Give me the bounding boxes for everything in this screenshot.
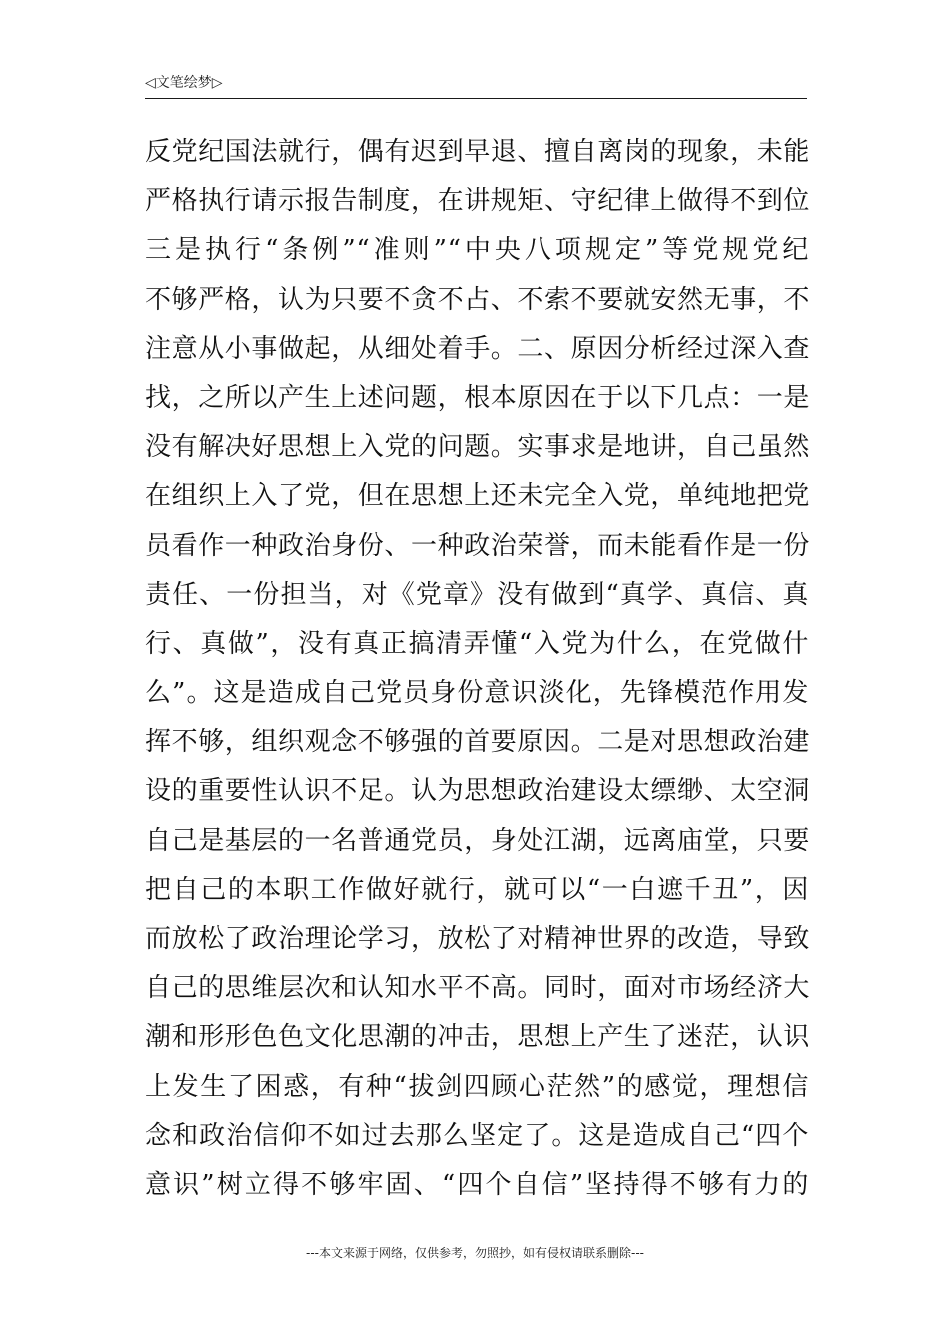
header-title: ◁文笔绘梦▷ — [145, 75, 223, 91]
body-line: 念和政治信仰不如过去那么坚定了。这是造成自己“四个 — [145, 1120, 809, 1151]
body-line: 潮和形形色色文化思潮的冲击，思想上产生了迷茫，认识 — [145, 1022, 811, 1053]
body-line: 么”。这是造成自己党员身份意识淡化，先锋模范作用发 — [145, 678, 809, 709]
body-line: 没有解决好思想上入党的问题。实事求是地讲，自己虽然 — [145, 432, 811, 463]
body-line: 自己是基层的一名普通党员，身处江湖，远离庙堂，只要 — [145, 825, 811, 856]
body-line: 挥不够，组织观念不够强的首要原因。二是对思想政治建 — [145, 727, 811, 758]
body-line: 反党纪国法就行，偶有迟到早退、擅自离岗的现象，未能 — [145, 137, 811, 167]
body-line: 责任、一份担当，对《党章》没有做到“真学、真信、真 — [145, 579, 809, 610]
body-line: 找，之所以产生上述问题，根本原因在于以下几点：一是 — [145, 382, 811, 413]
body-line: 在组织上入了党，但在思想上还未完全入党，单纯地把党 — [145, 481, 811, 512]
body-line: 三是执行“条例”“准则”“中央八项规定”等党规党纪 — [145, 235, 809, 266]
page-footer: ---本文来源于网络，仅供参考，勿照抄，如有侵权请联系删除--- — [306, 1246, 644, 1260]
body-line: 自己的思维层次和认知水平不高。同时，面对市场经济大 — [145, 973, 811, 1004]
body-line: 不够严格，认为只要不贪不占、不索不要就安然无事，不 — [145, 284, 811, 315]
body-line: 意识”树立得不够牢固、“四个自信”坚持得不够有力的 — [145, 1169, 809, 1200]
body-line: 而放松了政治理论学习，放松了对精神世界的改造，导致 — [145, 924, 811, 954]
body-line: 把自己的本职工作做好就行，就可以“一白遮千丑”，因 — [145, 874, 809, 905]
body-line: 设的重要性认识不足。认为思想政治建设太缥缈、太空洞 — [145, 776, 811, 807]
body-line: 行、真做”，没有真正搞清弄懂“入党为什么，在党做什 — [145, 628, 809, 659]
page-header — [145, 72, 807, 99]
body-line: 严格执行请示报告制度，在讲规矩、守纪律上做得不到位 — [145, 186, 811, 217]
body-line: 注意从小事做起，从细处着手。二、原因分析经过深入查 — [145, 333, 811, 364]
document-body — [145, 132, 809, 1214]
body-line: 员看作一种政治身份、一种政治荣誉，而未能看作是一份 — [145, 530, 811, 561]
body-line: 上发生了困惑，有种“拔剑四顾心茫然”的感觉，理想信 — [145, 1071, 809, 1102]
